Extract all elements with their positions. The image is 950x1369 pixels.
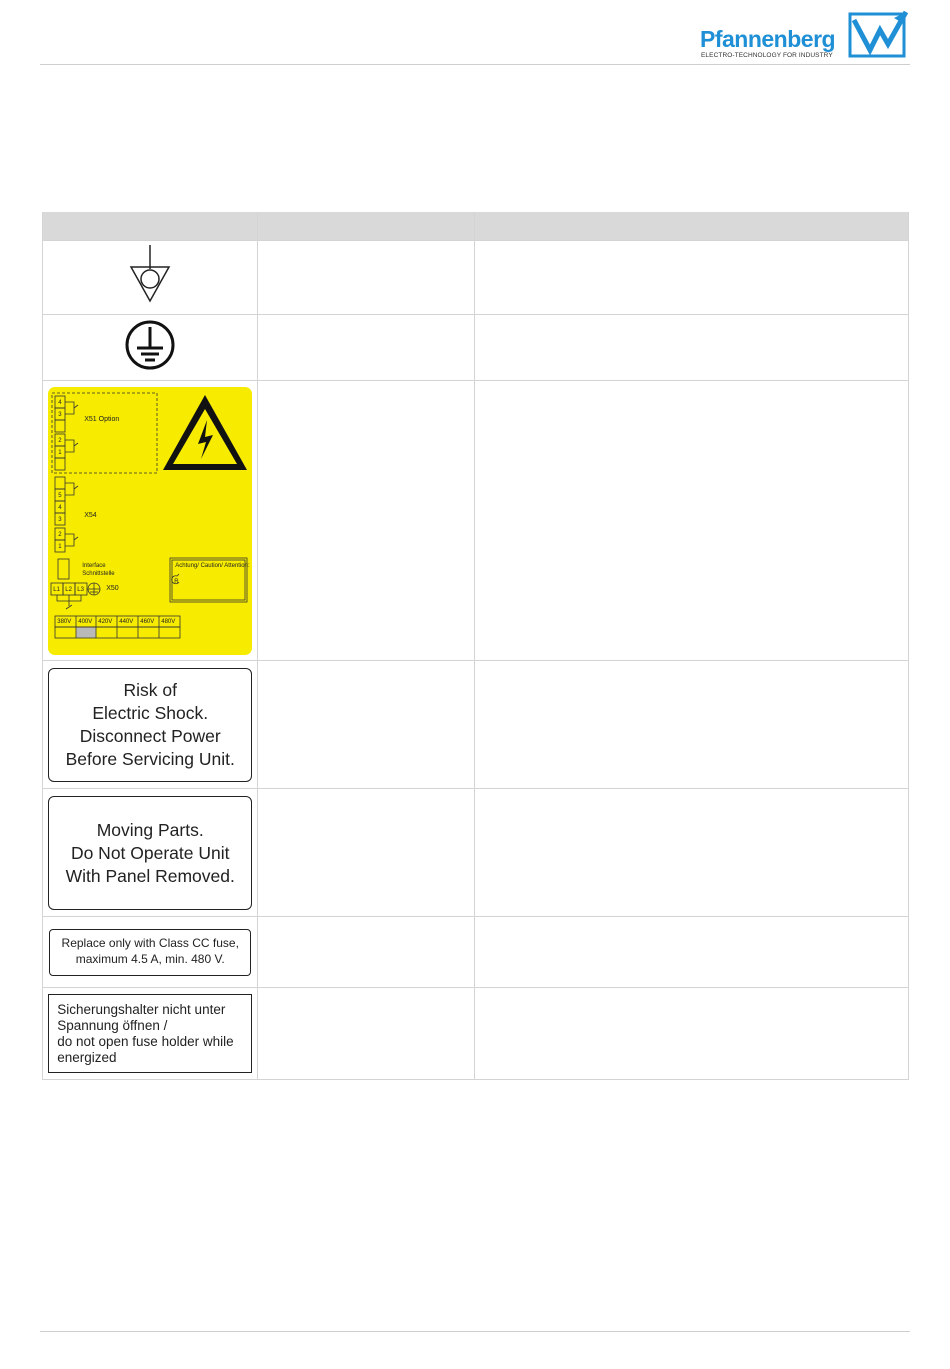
moving-parts-label	[48, 796, 252, 910]
designation-cell	[258, 315, 474, 381]
description-cell	[475, 917, 909, 988]
label-line: Replace only with Class CC fuse,	[61, 935, 239, 950]
voltage-option: 460V	[140, 618, 155, 625]
voltage-option: 420V	[98, 618, 113, 625]
fuse-label	[49, 929, 251, 976]
header-symbol	[42, 212, 258, 241]
label-line: Before Servicing Unit.	[65, 748, 235, 769]
description-cell	[475, 241, 909, 315]
designation-cell	[258, 789, 474, 917]
designation-cell	[258, 917, 474, 988]
symbol-cell	[42, 661, 258, 789]
designation-cell	[258, 661, 474, 789]
x54-label: X54	[84, 511, 97, 519]
symbol-table	[42, 212, 909, 1080]
wiring-diagram-label	[48, 387, 252, 655]
voltage-option: 480V	[161, 618, 176, 625]
table-row	[42, 661, 909, 789]
phase-terminal: L3	[77, 586, 84, 593]
brand-tagline: ELECTRO-TECHNOLOGY FOR INDUSTRY	[701, 52, 833, 59]
brand-name: Pfannenberg	[700, 26, 836, 52]
phase-terminal: L2	[65, 586, 72, 593]
header-description	[475, 212, 909, 241]
label-line: Do Not Operate Unit	[70, 842, 230, 863]
label-line: do not open fuse holder while	[57, 1034, 234, 1049]
label-line: Electric Shock.	[92, 702, 209, 723]
voltage-option-selected: 400V	[78, 618, 93, 625]
table-row	[42, 988, 909, 1080]
label-line: Sicherungshalter nicht unter	[57, 1002, 226, 1017]
voltage-option: 440V	[119, 618, 134, 625]
interface-label-de: Schnittstelle	[82, 570, 115, 577]
table-row	[42, 241, 909, 315]
description-cell	[475, 381, 909, 661]
terminal-number: 1	[58, 449, 62, 456]
terminal-number: 2	[58, 437, 62, 444]
x50-label: X50	[106, 584, 119, 592]
brand-mark-icon	[848, 10, 908, 58]
label-line: Spannung öffnen /	[57, 1018, 168, 1033]
label-line: With Panel Removed.	[65, 865, 235, 886]
designation-cell	[258, 381, 474, 661]
voltage-option: 380V	[57, 618, 72, 625]
wiring-diagram-drawing	[48, 387, 252, 655]
functional-earth-icon	[125, 243, 175, 307]
symbol-cell	[42, 315, 258, 381]
terminal-number: 3	[58, 411, 62, 418]
description-cell	[475, 789, 909, 917]
terminal-number: 1	[58, 543, 62, 550]
shock-warning-label	[48, 668, 252, 782]
caution-label: Achtung/ Caution/ Attention:	[175, 562, 250, 569]
table-row	[42, 917, 909, 988]
x51-label: X51 Option	[84, 415, 120, 423]
symbol-cell	[42, 381, 258, 661]
brand-logo	[700, 10, 910, 60]
description-cell	[475, 988, 909, 1080]
phase-terminal: L1	[53, 586, 60, 593]
label-line: energized	[57, 1050, 117, 1065]
rotation-label: R	[174, 578, 179, 585]
terminal-number: 5	[58, 492, 62, 499]
table-header-row	[42, 212, 909, 241]
label-line: Disconnect Power	[79, 725, 221, 746]
header-designation	[258, 212, 474, 241]
terminal-number: 4	[58, 399, 62, 406]
terminal-number: 2	[58, 531, 62, 538]
footer-divider	[40, 1331, 910, 1332]
label-line: Moving Parts.	[96, 819, 204, 840]
symbol-cell	[42, 241, 258, 315]
symbol-cell	[42, 789, 258, 917]
table-row	[42, 315, 909, 381]
table-row	[42, 789, 909, 917]
protective-earth-icon	[123, 318, 177, 372]
label-line: Risk of	[123, 679, 177, 700]
description-cell	[475, 315, 909, 381]
header-divider	[40, 64, 910, 65]
fuse-holder-label	[48, 994, 252, 1073]
label-line: maximum 4.5 A, min. 480 V.	[75, 951, 225, 966]
interface-label: Interface	[82, 562, 106, 569]
symbol-cell	[42, 988, 258, 1080]
description-cell	[475, 661, 909, 789]
terminal-number: 4	[58, 504, 62, 511]
designation-cell	[258, 241, 474, 315]
table-row	[42, 381, 909, 661]
designation-cell	[258, 988, 474, 1080]
symbol-cell	[42, 917, 258, 988]
terminal-number: 3	[58, 516, 62, 523]
